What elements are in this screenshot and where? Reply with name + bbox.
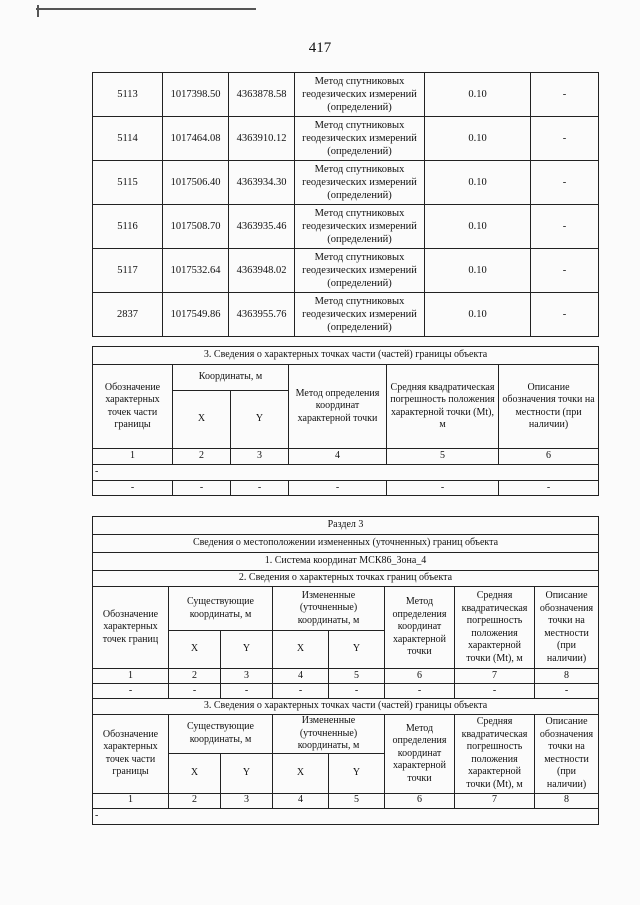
- col-number: 2: [169, 669, 221, 684]
- table-row: [93, 117, 599, 161]
- part-title: 3. Сведения о характерных точках части (частей) границы объекта: [93, 699, 599, 715]
- dash-cell: -: [387, 481, 499, 496]
- points-title: 2. Сведения о характерных точках границ объекта: [93, 571, 599, 587]
- col-number: 7: [455, 669, 535, 684]
- cell-accuracy: 0.10: [425, 117, 531, 161]
- col-header-point: Обозначение характерных точек части границы: [93, 365, 173, 449]
- cell-description: -: [531, 161, 599, 205]
- section3-table: [92, 516, 599, 825]
- col-header-y: Y: [329, 753, 385, 793]
- section3-subtitle: Сведения о местоположении измененных (уточненных) границ объекта: [93, 535, 599, 553]
- col-number: 3: [221, 793, 273, 808]
- dash-cell: -: [455, 684, 535, 699]
- col-number: 1: [93, 449, 173, 465]
- cell-y: 4363948.02: [229, 249, 295, 293]
- cell-accuracy: 0.10: [425, 73, 531, 117]
- col-number: 2: [169, 793, 221, 808]
- col-number: 4: [289, 449, 387, 465]
- cell-method: Метод спутниковых геодезических измерений (определений): [295, 293, 425, 337]
- col-header-changed: Измененные (уточненные) координаты, м: [273, 587, 385, 631]
- col-header-coords: Координаты, м: [173, 365, 289, 391]
- col-number: 3: [231, 449, 289, 465]
- cell-x: 1017549.86: [163, 293, 229, 337]
- col-number: 6: [499, 449, 599, 465]
- dash-cell: -: [221, 684, 273, 699]
- cell-y: 4363878.58: [229, 73, 295, 117]
- col-header-x: X: [273, 631, 329, 669]
- cell-x: 1017398.50: [163, 73, 229, 117]
- col-header-method: Метод определения координат характерной точки: [385, 587, 455, 669]
- col-header-method: Метод определения координат характерной точки: [289, 365, 387, 449]
- cell-method: Метод спутниковых геодезических измерений (определений): [295, 249, 425, 293]
- cell-accuracy: 0.10: [425, 293, 531, 337]
- col-header-point-part: Обозначение характерных точек части границы: [93, 715, 169, 794]
- cell-description: -: [531, 293, 599, 337]
- dash-cell: -: [231, 481, 289, 496]
- col-header-accuracy: Средняя квадратическая погрешность положения характерной точки (Mt), м: [387, 365, 499, 449]
- cell-accuracy: 0.10: [425, 249, 531, 293]
- part-points-title: 3. Сведения о характерных точках части (частей) границы объекта: [93, 347, 599, 365]
- col-header-accuracy: Средняя квадратическая погрешность положения характерной точки (Mt), м: [455, 587, 535, 669]
- col-header-existing: Существующие координаты, м: [169, 715, 273, 754]
- cell-method: Метод спутниковых геодезических измерений (определений): [295, 117, 425, 161]
- col-number: 2: [173, 449, 231, 465]
- table-row: [93, 293, 599, 337]
- col-header-y: Y: [221, 753, 273, 793]
- cell-point: 5113: [93, 73, 163, 117]
- col-number: 8: [535, 793, 599, 808]
- cell-point: 5117: [93, 249, 163, 293]
- cell-point: 2837: [93, 293, 163, 337]
- col-header-accuracy: Средняя квадратическая погрешность положения характерной точки (Mt), м: [455, 715, 535, 794]
- col-number: 8: [535, 669, 599, 684]
- cell-point: 5116: [93, 205, 163, 249]
- col-number: 5: [329, 793, 385, 808]
- table-row: [93, 73, 599, 117]
- col-header-description: Описание обозначения точки на местности (при наличии): [499, 365, 599, 449]
- cell-description: -: [531, 73, 599, 117]
- col-header-y: Y: [329, 631, 385, 669]
- section3-title: Раздел 3: [93, 517, 599, 535]
- cell-method: Метод спутниковых геодезических измерений (определений): [295, 73, 425, 117]
- dash-cell: -: [499, 481, 599, 496]
- dash-cell: -: [273, 684, 329, 699]
- empty-row-marker: -: [93, 465, 599, 481]
- cell-point: 5114: [93, 117, 163, 161]
- col-header-y: Y: [221, 631, 273, 669]
- col-number: 6: [385, 669, 455, 684]
- dash-cell: -: [535, 684, 599, 699]
- cell-accuracy: 0.10: [425, 205, 531, 249]
- cell-y: 4363955.76: [229, 293, 295, 337]
- empty-row-marker: -: [93, 808, 599, 824]
- col-header-changed: Измененные (уточненные) координаты, м: [273, 715, 385, 754]
- col-number: 1: [93, 669, 169, 684]
- table-row: [93, 161, 599, 205]
- col-number: 1: [93, 793, 169, 808]
- dash-cell: -: [289, 481, 387, 496]
- cell-y: 4363934.30: [229, 161, 295, 205]
- cell-x: 1017506.40: [163, 161, 229, 205]
- part-points-table: [92, 346, 599, 496]
- col-header-description: Описание обозначения точки на местности (при наличии): [535, 715, 599, 794]
- cell-description: -: [531, 205, 599, 249]
- col-header-method: Метод определения координат характерной точки: [385, 715, 455, 794]
- col-header-existing: Существующие координаты, м: [169, 587, 273, 631]
- cell-method: Метод спутниковых геодезических измерений (определений): [295, 161, 425, 205]
- col-header-x: X: [173, 391, 231, 449]
- coordinates-table: [92, 72, 599, 337]
- scan-artifact-top: [36, 8, 256, 10]
- col-header-y: Y: [231, 391, 289, 449]
- cell-x: 1017508.70: [163, 205, 229, 249]
- cell-method: Метод спутниковых геодезических измерений (определений): [295, 205, 425, 249]
- col-header-x: X: [169, 753, 221, 793]
- cell-point: 5115: [93, 161, 163, 205]
- dash-cell: -: [93, 481, 173, 496]
- cell-description: -: [531, 117, 599, 161]
- col-number: 4: [273, 669, 329, 684]
- cell-y: 4363935.46: [229, 205, 295, 249]
- dash-cell: -: [93, 684, 169, 699]
- col-header-point: Обозначение характерных точек границ: [93, 587, 169, 669]
- cell-description: -: [531, 249, 599, 293]
- dash-cell: -: [173, 481, 231, 496]
- coord-system: 1. Система координат МСК86_Зона_4: [93, 553, 599, 571]
- dash-cell: -: [385, 684, 455, 699]
- scan-artifact-left: [37, 5, 39, 17]
- col-number: 3: [221, 669, 273, 684]
- col-number: 5: [329, 669, 385, 684]
- dash-cell: -: [169, 684, 221, 699]
- cell-x: 1017532.64: [163, 249, 229, 293]
- cell-y: 4363910.12: [229, 117, 295, 161]
- col-header-description: Описание обозначения точки на местности (при наличии): [535, 587, 599, 669]
- col-number: 7: [455, 793, 535, 808]
- cell-x: 1017464.08: [163, 117, 229, 161]
- page-number: 417: [308, 40, 332, 56]
- col-header-x: X: [273, 753, 329, 793]
- col-header-x: X: [169, 631, 221, 669]
- table-row: [93, 205, 599, 249]
- cell-accuracy: 0.10: [425, 161, 531, 205]
- col-number: 5: [387, 449, 499, 465]
- col-number: 4: [273, 793, 329, 808]
- col-number: 6: [385, 793, 455, 808]
- dash-cell: -: [329, 684, 385, 699]
- table-row: [93, 249, 599, 293]
